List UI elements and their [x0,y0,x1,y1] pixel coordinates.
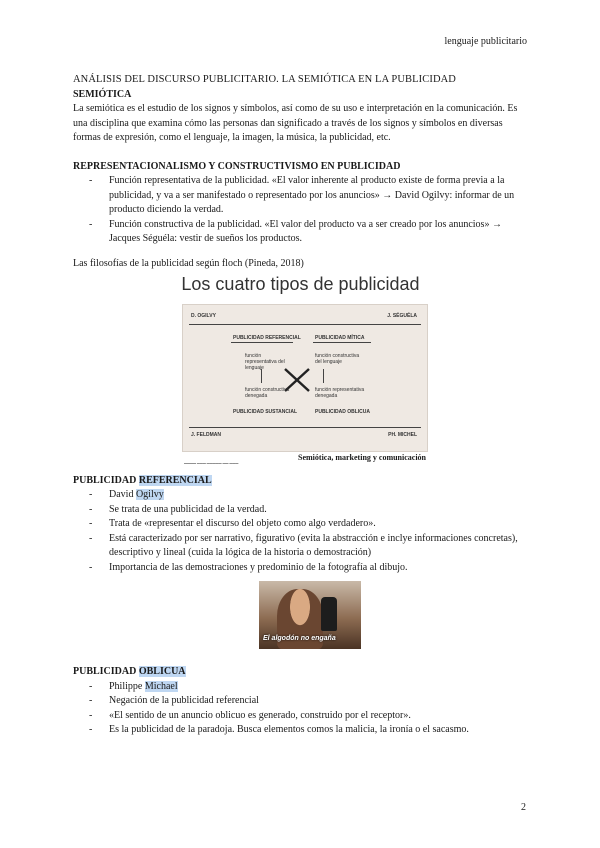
photo-caption: El algodón no engaña [263,634,336,642]
figure-diagram [182,304,428,452]
semiotica-heading: SEMIÓTICA [73,88,132,100]
figure-f-rep-denegada: función representativa denegada [315,386,365,399]
filosofias-line: Las filosofías de la publicidad según floch (Pineda, 2018) [73,257,304,269]
document-title: ANÁLISIS DEL DISCURSO PUBLICITARIO. LA SEMIÓTICA EN LA PUBLICIDAD [73,74,456,85]
list-item [73,680,528,695]
figure-title: Los cuatro tipos de publicidad [181,274,420,294]
oblicua-list [73,680,528,738]
oblicua-heading-a: PUBLICIDAD [73,666,139,677]
figure-f-const-lenguaje: función constructiva del lenguaje [315,352,360,365]
figure-label-ogilvy: D. OGILVY [191,312,216,319]
list-item [73,561,528,576]
figure-top-rule [189,324,421,325]
list-item [73,488,528,503]
figure-caption: Semiótica, marketing y comunicación [298,452,426,462]
list-item-text: «El sentido de un anuncio oblicuo es generado, construido por el receptor». [109,709,411,721]
figure-label-michel: PH. MICHEL [388,431,417,438]
list-item: - Función constructiva de la publicidad. «El valor del producto va a ser creado por los anuncios» → Jacques Séguéla: vestir de sueños los productos. [73,218,528,247]
referencial-heading [73,474,528,489]
list-item-text: Importancia de las demostraciones y predominio de la fotografía al dibujo. [109,561,408,573]
list-item: - Función representativa de la publicidad. «El valor inherente al producto existe de forma previa a la publicidad, y va a ser manifestado o representado por los anuncios» → David Ogilvy: informar de un producto diciendo la verdad. [73,174,528,218]
list-item-text: Es la publicidad de la paradoja. Busca elementos comos la malicia, la ironía o el sacasmo. [109,724,469,735]
ad-photo [259,581,361,649]
list-item-highlight: Ogilvy [135,489,164,500]
figure-f-rep-lenguaje: función representativa del lenguaje [245,352,285,371]
list-item [73,694,528,709]
referencial-list [73,488,528,575]
list-item-highlight: Michael [144,680,178,692]
figure-pub-referencial: PUBLICIDAD REFERENCIAL [233,334,301,341]
photo-bottle [321,597,337,631]
oblicua-heading [73,665,528,680]
figure-four-types [182,304,426,464]
figure-caption-bar [182,450,426,466]
list-item-text: Está caracterizado por ser narrativo, figurativo (evita la abstracción e inclye informaciones concretas), descriptivo y lineal (cuida la lógica de la historia o demostración) [109,532,518,558]
list-item-text: Negación de la publicidad referencial [109,695,259,706]
referencial-heading-b: REFERENCIAL [138,474,212,486]
figure-label-feldman: J. FELDMAN [191,431,221,438]
list-item [73,503,528,518]
figure-pub-sustancial: PUBLICIDAD SUSTANCIAL [233,408,298,415]
figure-arrow-right [323,369,324,383]
list-item [73,517,528,532]
list-item [73,709,528,724]
list-item-text: Philippe [109,680,145,692]
figure-rule-mit [313,342,371,343]
running-header: lenguaje publicitario [444,36,527,47]
figure-arrow-left [261,369,262,383]
figure-rule-ref [231,342,293,343]
list-item [73,532,528,561]
rep-heading: REPRESENTACIONALISMO Y CONSTRUCTIVISMO EN PUBLICIDAD [73,160,401,172]
figure-pub-mitica: PUBLICIDAD MÍTICA [315,334,365,341]
list-item-text: David [109,489,136,500]
figure-source-note: ▬▬▬▬ ▬▬▬ ▬▬▬▬▬ ▬▬ ▬▬▬ [184,460,239,465]
oblicua-heading-b: OBLICUA [138,666,186,677]
figure-pub-oblicua: PUBLICIDAD OBLICUA [315,408,370,415]
semiotica-paragraph: La semiótica es el estudio de los signos y símbolos, así como de su uso e interpretación en la comunicación. Es una disciplina que examina cómo las personas dan significado a través de los signos y símbolos en diversas formas de expresión, como el lenguaje, la imagen, la música, la publicidad, etc. [73,103,518,143]
referencial-heading-a: PUBLICIDAD [73,474,139,486]
figure-f-const-denegada: función constructiva denegada [245,386,290,399]
page-content [73,73,528,738]
page-number: 2 [521,802,526,813]
list-item-text: Trata de «representar el discurso del objeto como algo verdadero». [109,518,376,529]
figure-label-seguela: J. SÉGUÉLA [387,312,417,319]
figure-bottom-rule [189,427,421,428]
rep-list [73,174,528,247]
list-item [73,723,528,738]
list-item-text: Se trata de una publicidad de la verdad. [109,503,267,515]
